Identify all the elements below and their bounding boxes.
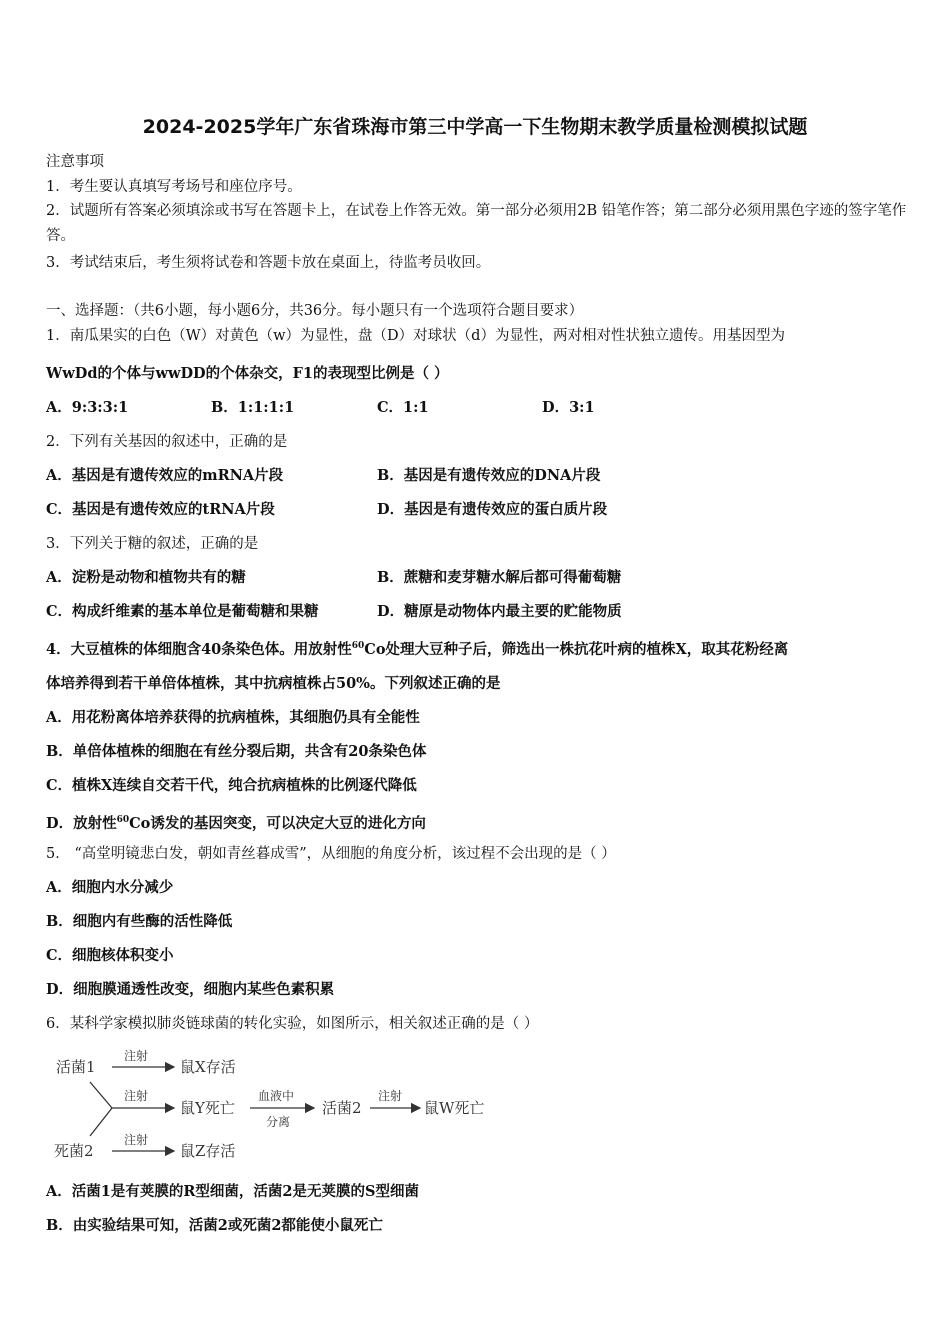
q4-option-d-part1: D．放射性 — [46, 815, 117, 832]
q5-option-c: C．细胞核体积变小 — [46, 947, 174, 964]
diagram-fork-bottom — [90, 1108, 112, 1136]
q4-option-c: C．植株X连续自交若干代，纯合抗病植株的比例逐代降低 — [46, 777, 417, 794]
q4-stem-part2: Co处理大豆种子后，筛选出一株抗花叶病的植株X，取其花粉经离 — [364, 641, 789, 658]
diagram-inject-1: 注射 — [124, 1049, 149, 1063]
q1-option-b: B．1:1:1:1 — [211, 399, 295, 416]
notice-item-1: 1．考生要认真填写考场号和座位序号。 — [46, 179, 302, 195]
diagram-live2: 活菌2 — [322, 1099, 362, 1117]
q2-option-d: D．基因是有遗传效应的蛋白质片段 — [377, 501, 608, 518]
q5-option-d: D．细胞膜通透性改变，细胞内某些色素积累 — [46, 981, 335, 998]
q3-option-b: B．蔗糖和麦芽糖水解后都可得葡萄糖 — [377, 569, 622, 586]
diagram-blood-top: 血液中 — [258, 1089, 295, 1103]
diagram-mouse-y: 鼠Y死亡 — [180, 1099, 235, 1117]
q1-stem-line2: WwDd的个体与wwDD的个体杂交，F1的表现型比例是（ ） — [46, 365, 449, 382]
q1-option-a: A．9:3:3:1 — [46, 399, 129, 416]
diagram-mouse-z: 鼠Z存活 — [180, 1142, 236, 1160]
transformation-diagram — [46, 1044, 506, 1170]
q4-option-b: B．单倍体植株的细胞在有丝分裂后期，共含有20条染色体 — [46, 743, 427, 760]
q3-option-a: A．淀粉是动物和植物共有的糖 — [46, 569, 246, 586]
diagram-inject-2: 注射 — [124, 1089, 149, 1103]
q1-option-d: D．3:1 — [542, 399, 595, 416]
q2-option-b: B．基因是有遗传效应的DNA片段 — [377, 467, 601, 484]
q4-option-d — [46, 810, 426, 834]
notice-item-2: 2．试题所有答案必须填涂或书写在答题卡上，在试卷上作答无效。第一部分必须用2B 铅笔作答；第二部分必须用黑色字迹的签字笔作答。 — [46, 203, 907, 244]
q3-option-c: C．构成纤维素的基本单位是葡萄糖和果糖 — [46, 603, 319, 620]
diagram-mouse-x: 鼠X存活 — [180, 1058, 236, 1076]
q4-isotope-sup: 60 — [351, 641, 365, 651]
q6-stem: 6．某科学家模拟肺炎链球菌的转化实验，如图所示，相关叙述正确的是（ ） — [46, 1016, 539, 1032]
q3-stem: 3．下列关于糖的叙述，正确的是 — [46, 536, 259, 552]
q4-stem-line2: 体培养得到若干单倍体植株，其中抗病植株占50%。下列叙述正确的是 — [46, 675, 501, 692]
q6-option-a: A．活菌1是有荚膜的R型细菌，活菌2是无荚膜的S型细菌 — [46, 1183, 419, 1200]
q4-option-d-sup: 60 — [116, 815, 130, 825]
diagram-blood-bottom: 分离 — [266, 1115, 291, 1129]
q2-stem: 2．下列有关基因的叙述中，正确的是 — [46, 434, 288, 450]
q4-option-d-part2: Co诱发的基因突变，可以决定大豆的进化方向 — [129, 815, 426, 832]
diagram-inject-4: 注射 — [124, 1133, 149, 1147]
diagram-dead2: 死菌2 — [54, 1142, 94, 1160]
page-title: 2024-2025学年广东省珠海市第三中学高一下生物期末教学质量检测模拟试题 — [142, 116, 808, 138]
q5-stem: 5． “高堂明镜悲白发，朝如青丝暮成雪”，从细胞的角度分析，该过程不会出现的是（ ） — [46, 846, 616, 862]
q4-stem-part1: 4．大豆植株的体细胞含40条染色体。用放射性 — [46, 641, 352, 658]
q1-option-c: C．1:1 — [377, 399, 429, 416]
q2-option-c: C．基因是有遗传效应的tRNA片段 — [46, 501, 275, 518]
q4-option-a: A．用花粉离体培养获得的抗病植株，其细胞仍具有全能性 — [46, 709, 420, 726]
diagram-mouse-w: 鼠W死亡 — [424, 1099, 485, 1117]
diagram-live1: 活菌1 — [56, 1058, 96, 1076]
q6-option-b: B．由实验结果可知，活菌2或死菌2都能使小鼠死亡 — [46, 1217, 383, 1234]
diagram-inject-3: 注射 — [378, 1089, 403, 1103]
q3-option-d: D．糖原是动物体内最主要的贮能物质 — [377, 603, 622, 620]
q4-stem-line1 — [46, 636, 908, 660]
section-heading: 一、选择题：（共6小题，每小题6分，共36分。每小题只有一个选项符合题目要求） — [46, 303, 584, 319]
q2-option-a: A．基因是有遗传效应的mRNA片段 — [46, 467, 284, 484]
q5-option-b: B．细胞内有些酶的活性降低 — [46, 913, 233, 930]
notice-heading: 注意事项 — [46, 154, 104, 170]
diagram-fork-top — [90, 1082, 112, 1108]
q1-stem-line1: 1．南瓜果实的白色（W）对黄色（w）为显性，盘（D）对球状（d）为显性，两对相对性状独立遗传。用基因型为 — [46, 328, 785, 344]
q5-option-a: A．细胞内水分减少 — [46, 879, 174, 896]
notice-item-3: 3．考试结束后，考生须将试卷和答题卡放在桌面上，待监考员收回。 — [46, 255, 491, 271]
